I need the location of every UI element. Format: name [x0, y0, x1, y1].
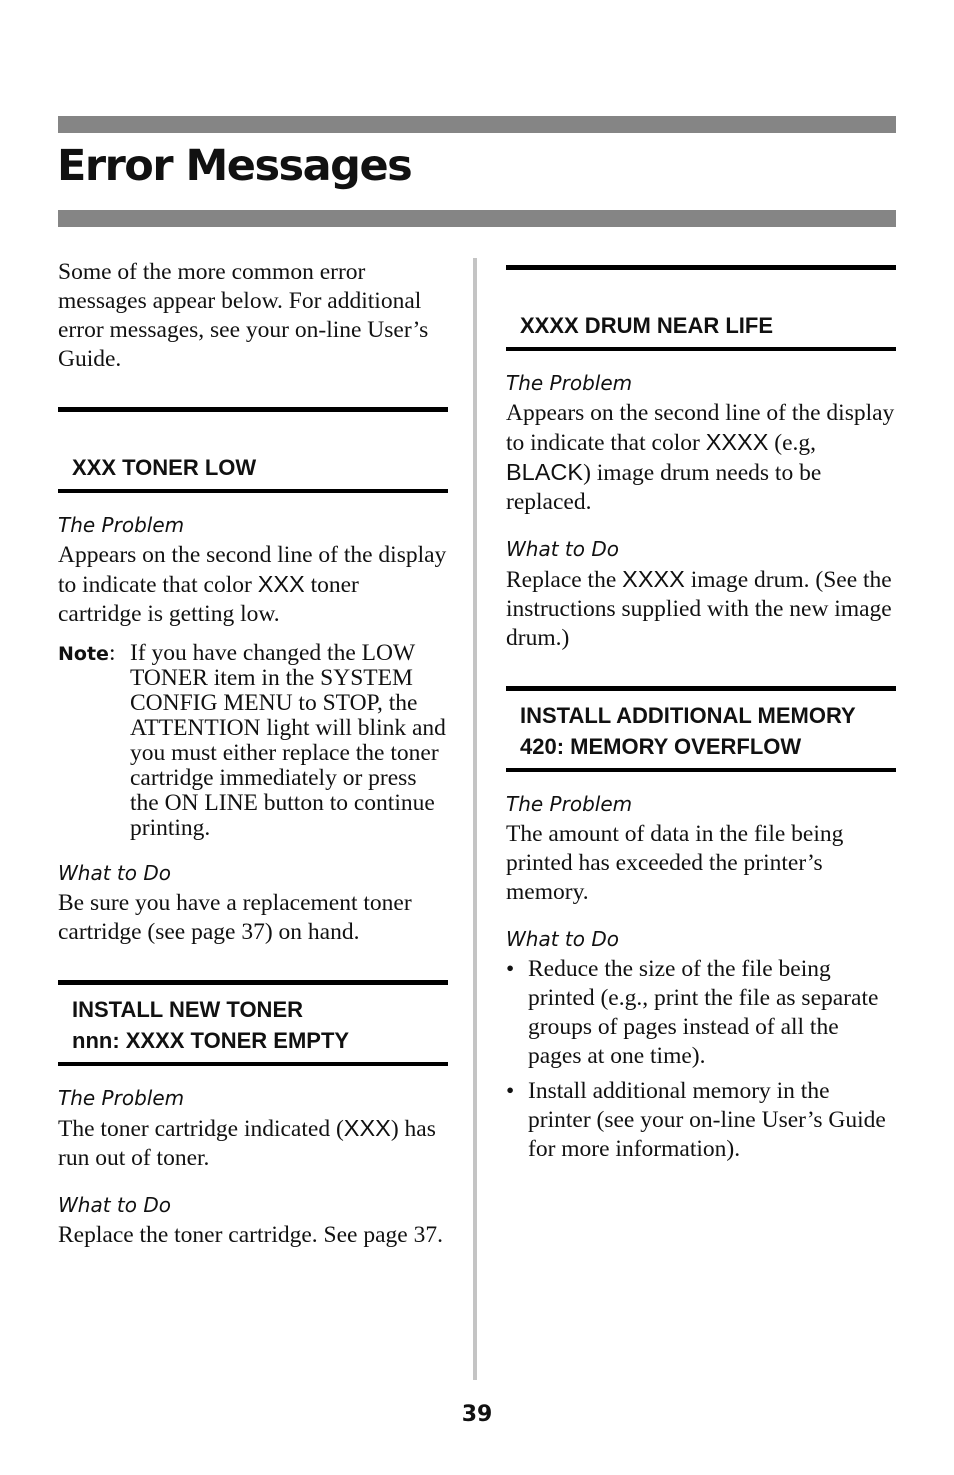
- intro-text: Some of the more common error messages appear below. For additional error messages, see your on-line User’s Guide.: [58, 259, 429, 372]
- note-text: If you have changed the LOW TONER item in the SYSTEM CONFIG MENU to STOP, the ATTENTION light will blink and you must either replace the toner cartridge immediately or press the ON LINE button to continue printing.: [130, 640, 446, 841]
- code-text: XXXX: [705, 429, 769, 455]
- code-text: XXXX: [622, 566, 685, 592]
- note-label: Note:: [58, 640, 116, 666]
- page-title: Error Messages: [57, 141, 412, 191]
- problem-text: Appears on the second line of the display to indicate that color XXX toner cartridge is getting low.: [58, 542, 447, 627]
- section-heading: INSTALL NEW TONER nnn: XXXX TONER EMPTY: [58, 985, 448, 1066]
- what-to-do-text: Be sure you have a replacement toner cartridge (see page 37) on hand.: [58, 890, 412, 945]
- section-drum-near-life: [506, 265, 896, 653]
- problem-text: Appears on the second line of the display to indicate that color XXXX (e.g, BLACK) image drum needs to be replaced.: [506, 400, 895, 515]
- page-number: 39: [461, 1402, 493, 1427]
- problem-label: The Problem: [58, 1086, 185, 1110]
- what-to-do-label: What to Do: [506, 927, 619, 951]
- note-block: [58, 641, 448, 841]
- problem-text: The amount of data in the file being printed has exceeded the printer’s memory.: [506, 821, 844, 905]
- right-column: [506, 265, 896, 1170]
- problem-text: The toner cartridge indicated (XXX) has run out of toner.: [58, 1115, 436, 1171]
- section-toner-low: [58, 407, 448, 947]
- problem-label: The Problem: [506, 371, 633, 395]
- list-item: • Install additional memory in the printer (see your on-line User’s Guide for more information).: [506, 1078, 886, 1162]
- code-text: XXX: [343, 1115, 391, 1141]
- header-bottom-bar: [58, 210, 896, 227]
- section-heading: XXX TONER LOW: [58, 412, 448, 493]
- problem-label: The Problem: [58, 513, 185, 537]
- what-to-do-list: [506, 955, 896, 1164]
- what-to-do-text: Replace the XXXX image drum. (See the instructions supplied with the new image drum.): [506, 566, 892, 651]
- section-heading: XXXX DRUM NEAR LIFE: [506, 270, 896, 351]
- what-to-do-label: What to Do: [506, 537, 619, 561]
- what-to-do-text: Replace the toner cartridge. See page 37.: [58, 1222, 443, 1248]
- section-heading: INSTALL ADDITIONAL MEMORY 420: MEMORY OVERFLOW: [506, 691, 896, 772]
- what-to-do-label: What to Do: [58, 861, 171, 885]
- section-memory-overflow: [506, 686, 896, 1164]
- what-to-do-label: What to Do: [58, 1193, 171, 1217]
- bullet-icon: •: [506, 1078, 515, 1104]
- bullet-icon: •: [506, 956, 515, 982]
- code-text: XXX: [257, 571, 305, 597]
- column-divider: [473, 258, 477, 1380]
- left-column: [58, 258, 448, 1250]
- list-item: • Reduce the size of the file being printed (e.g., print the file as separate groups of pages instead of all the pages at one time).: [506, 956, 879, 1069]
- header-top-bar: [58, 116, 896, 133]
- problem-label: The Problem: [506, 792, 633, 816]
- code-text: BLACK: [506, 459, 584, 485]
- section-install-new-toner: [58, 980, 448, 1250]
